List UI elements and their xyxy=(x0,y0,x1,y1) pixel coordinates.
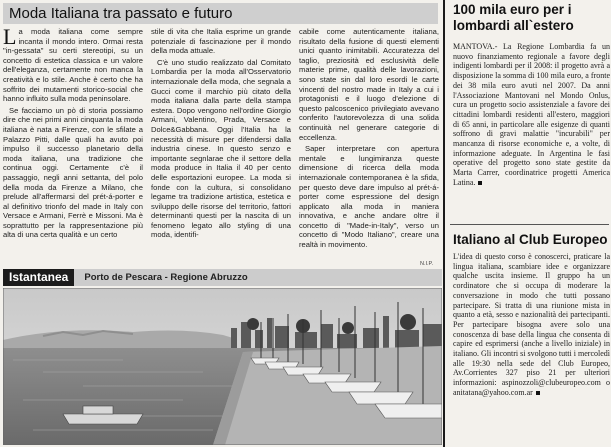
section-tag: Istantanea xyxy=(3,269,74,286)
paragraph: stile di vita che Italia esprime un grande potenziale di fascinazione per il mondo della moda attuale. xyxy=(151,27,291,56)
author-initials: N.I.P. xyxy=(420,261,434,267)
column-divider xyxy=(450,224,609,225)
column-1 xyxy=(3,27,143,263)
news-text: La Regione Lombardia fa un nuovo finanziamento regionale a favore degli indigenti lombardi per il 2008: il progetto avrà a disposizione la somma di 100 mila euro, a fronte dei 38 mila euro avuti nel 2007. Da anni l'Associazione Mantovani nel Mondo Onlus, cura un progetto socio assistenziale a favore dei cittadini lombardi residenti all'estero, maggiori di 65 anni, in particolare alle esigenze di quanti soffrono di gravi malattie "incurabili" per mancanza di risorse economiche e, a volte, di informazione adeguate. In Argentina le fasi operative del progetto sono state gestite da Marta Carrer, coordinatrice progetti America Latina. xyxy=(453,42,610,187)
article-title: Moda Italiana tra passato e futuro xyxy=(9,5,233,22)
paragraph xyxy=(3,27,143,104)
harbor-photo xyxy=(3,288,442,445)
column-3 xyxy=(299,27,439,263)
news-title-club: Italiano al Club Europeo xyxy=(453,232,608,247)
news-body-club xyxy=(453,252,610,398)
paragraph-text: a moda italiana come sempre incanta il mondo intero. Ormai resta "in-gessata" su certi stereotipi, su un concetto di estetica classica e un valore dell'eleganza, certamente non manca la creatività e lo stile. Anche è certo che ha soffrito dei mutamenti storico-social che hanno influito sulla moda peninsolare. xyxy=(3,27,143,104)
photo-caption: Porto de Pescara - Regione Abruzzo xyxy=(84,272,248,283)
end-of-article-mark xyxy=(478,181,482,185)
dateline: MANTOVA.- xyxy=(453,42,498,51)
headline-bar xyxy=(3,3,438,24)
paragraph: cabile come autenticamente italiana, risultato della fusione di questi elementi unici quanto inimitabili. Accuratezza del taglio, preziosità ed esclusività delle materie prime, qualità delle lavorazioni, sono state sin dal loro esordi le carte vincenti del nostro made in Italy a cui i protagonisti e il luogo d'elezione di questo palcoscenico privilegiato avevano conferito l'autorevolezza di una solida continuità nel generare categorie di eccellenza. xyxy=(299,27,439,142)
harbor-illustration xyxy=(3,288,442,445)
paragraph: C'è uno studio realizzato dal Comitato Lombardia per la moda all'Osservatorio internazionale della moda, che segnala a Gucci come il marchio più citato della moda italiana dalla parte della stampa estera. Dopo vengono nell'ordine Giorgio Armani, Valentino, Prada, Versace e Dolce&Gabbana. Oggi l'Italia ha la necessità di misure per difendersi dalla industria cinese. In questo senzo e importante segnlarae che il settore della moda produce in Italia il 40 per cento delle esportazioni europee. La moda si fonde con la cultura, si consolidano legame tra tradizione artistica, estetica e sviluppo delle risorse del territorio, fattori determinanti questi per la nascita di un fenomeno legato allo styling di una moda, identifi- xyxy=(151,57,291,240)
photo-caption-bar xyxy=(3,269,442,286)
article-columns xyxy=(3,27,439,263)
drop-cap: L xyxy=(3,27,17,49)
news-text: L'idea di questo corso è conoscerci, praticare la lingua italiana, scambiare idee e organizzare qualche uscita insieme. Il gruppo ha un cordinatore che si occupa di moderare la conversazione in modo che tutti possano partecipare. Si tratta di una riunione mista in quanto a età, sesso e nazionalità dei partecipanti. Per partecipare bisogna avere solo una conoscenza di base della lingua che consenta di capire ed esprimersi (anche a livello iniziale) in italiano. Gli incontri si svolgono tutti i mercoledì alle 19:30 nella sede del Club Europeo, Av.Corrientes 327 piso 21 per ulteriori informazioni: aspinozzoli@clubeuropeo.com o anitatana@yahoo.com.ar xyxy=(453,252,610,397)
news-body-funding xyxy=(453,42,610,188)
end-of-article-mark xyxy=(536,391,540,395)
right-column xyxy=(448,0,611,447)
column-2 xyxy=(151,27,291,263)
news-title-funding: 100 mila euro per i lombardi all`estero xyxy=(453,2,574,33)
paragraph: Saper interpretare con apertura mentale e lungimiranza queste dimensione di ricerca della moda internazionale contemporanea è la sfida, per questo deve dare impulso al prét-á-porter come espressione del design applicato alla moda in maniera innovativa, e anche andare oltre il concetto di "Made-in-Italy", verso un concetto di "Modo Italiano", creare una realtà in movimento. xyxy=(299,144,439,250)
paragraph: Se facciamo un pò di storia possiamo dire che nei primi anni cinquanta la moda italiana è nata a Firenze, con le sfilate a Palazzo Pitti, dalle quali ha avuto poi impulso il successo planetario della moda italiana, una tradizione che continua oggi. Certamente c'è il passaggio, negli anni settanta, del polo della moda da Firenze a Milano, che prelude all'affermarsi del prét-á-porter e al definitivo trionfo del made in Italy con Versace e Armani, Ferrè e Missoni. Ma è soprattutto per la rappresentazione più alta di una certa qualità e un certo xyxy=(3,105,143,240)
